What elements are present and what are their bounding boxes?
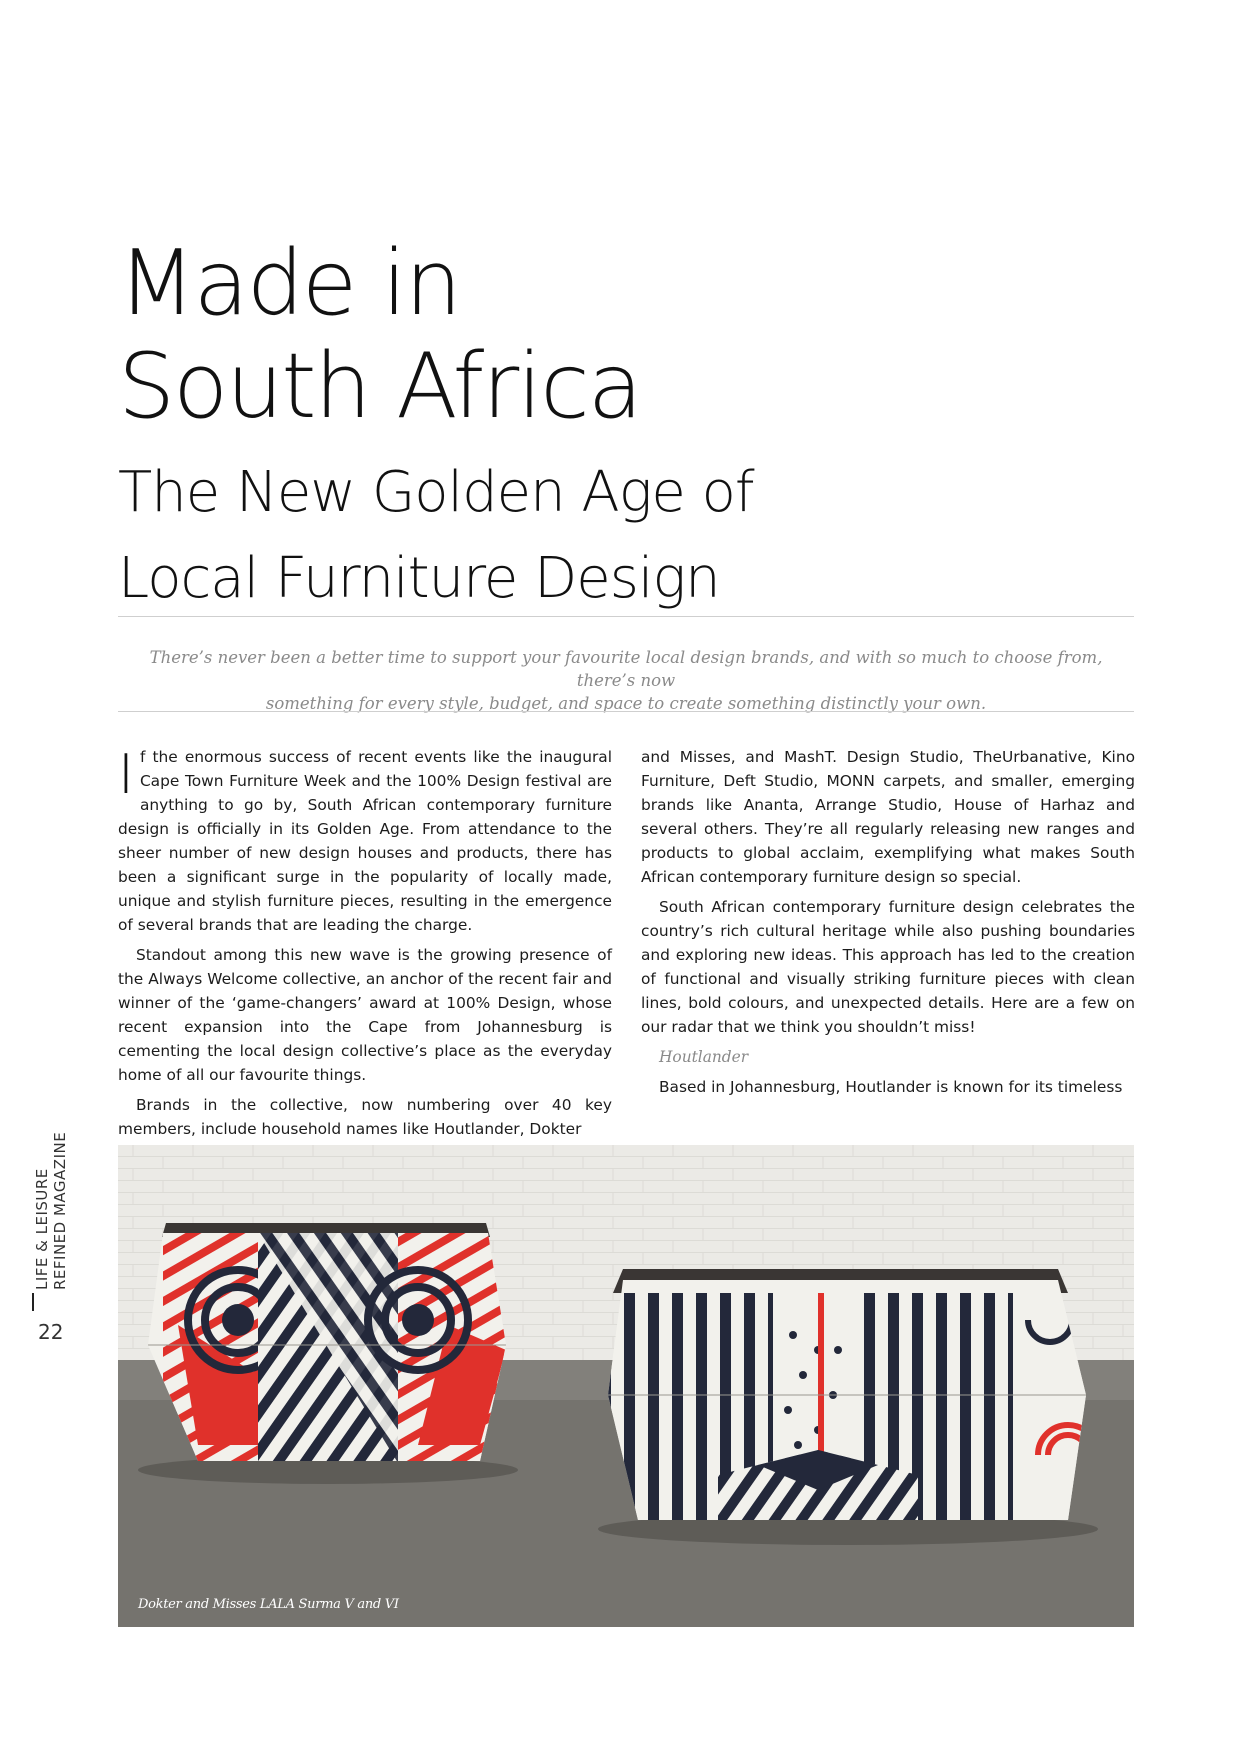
standfirst [118, 646, 1134, 715]
paragraph: Brands in the collective, now numbering over 40 key members, include household names like Houtlander, Dokter [118, 1096, 612, 1138]
feature-photo [118, 1145, 1134, 1627]
article-subtitle [118, 450, 754, 622]
subtitle-line-1: The New Golden Age of [118, 460, 754, 525]
standfirst-line-2: something for every style, budget, and space to create something distinctly your own. [265, 694, 987, 713]
section-subhead: Houtlander [659, 1048, 749, 1066]
paragraph-text: f the enormous success of recent events like the inaugural Cape Town Furniture Week and the 100% Design festival are anything to go by, South African contemporary furniture design is officially in its Golden Age. From attendance to the sheer number of new design houses and products, there has been a significant surge in the popularity of locally made, unique and stylish furniture pieces, resulting in the emergence of several brands that are leading the charge. [118, 748, 612, 934]
paragraph: South African contemporary furniture design celebrates the country’s rich cultural heritage while also pushing boundaries and exploring new ideas. This approach has led to the creation of functional and visually striking furniture pieces with clean lines, bold colours, and unexpected details. Here are a few on our radar that we think you shouldn’t miss! [641, 898, 1135, 1036]
article-column-left [118, 745, 612, 1147]
magazine-sidebar [33, 1125, 73, 1340]
paragraph: Standout among this new wave is the growing presence of the Always Welcome collective, an anchor of the recent fair and winner of the ‘game-changers’ award at 100% Design, whose recent expansion into the Cape from Johannesburg is cementing the local design collective’s place as the everyday home of all our favourite things. [118, 946, 612, 1084]
article-title [118, 232, 641, 438]
paragraph: and Misses, and MashT. Design Studio, TheUrbanative, Kino Furniture, Deft Studio, MONN carpets, and smaller, emerging brands like Ananta, Arrange Studio, House of Harhaz and several others. They’re all regularly releasing new ranges and products to global acclaim, exemplifying what makes South African contemporary furniture design so special. [641, 748, 1135, 886]
drop-cap: I [118, 743, 134, 806]
cabinet-left [148, 1223, 508, 1463]
sidebar-divider [32, 1293, 34, 1311]
magazine-name-line-1: LIFE & LEISURE [33, 1168, 51, 1290]
top-divider [118, 616, 1134, 617]
standfirst-line-1: There’s never been a better time to support your favourite local design brands, and with so much to choose from, there’s now [149, 648, 1103, 690]
article-column-right [641, 745, 1135, 1105]
magazine-name [33, 1075, 73, 1290]
magazine-name-line-2: REFINED MAGAZINE [51, 1131, 69, 1290]
photo-caption: Dokter and Misses LALA Surma V and VI [138, 1597, 399, 1612]
cabinet-right [608, 1269, 1098, 1533]
title-line-1: Made in [118, 231, 460, 336]
title-line-2: South Africa [118, 334, 641, 439]
bottom-divider [118, 711, 1134, 712]
furniture-photo-illustration [118, 1145, 1134, 1627]
paragraph: Based in Johannesburg, Houtlander is known for its timeless [659, 1078, 1123, 1096]
page-number: 22 [38, 1320, 64, 1344]
subtitle-line-2: Local Furniture Design [118, 546, 720, 611]
paragraph [118, 745, 612, 937]
